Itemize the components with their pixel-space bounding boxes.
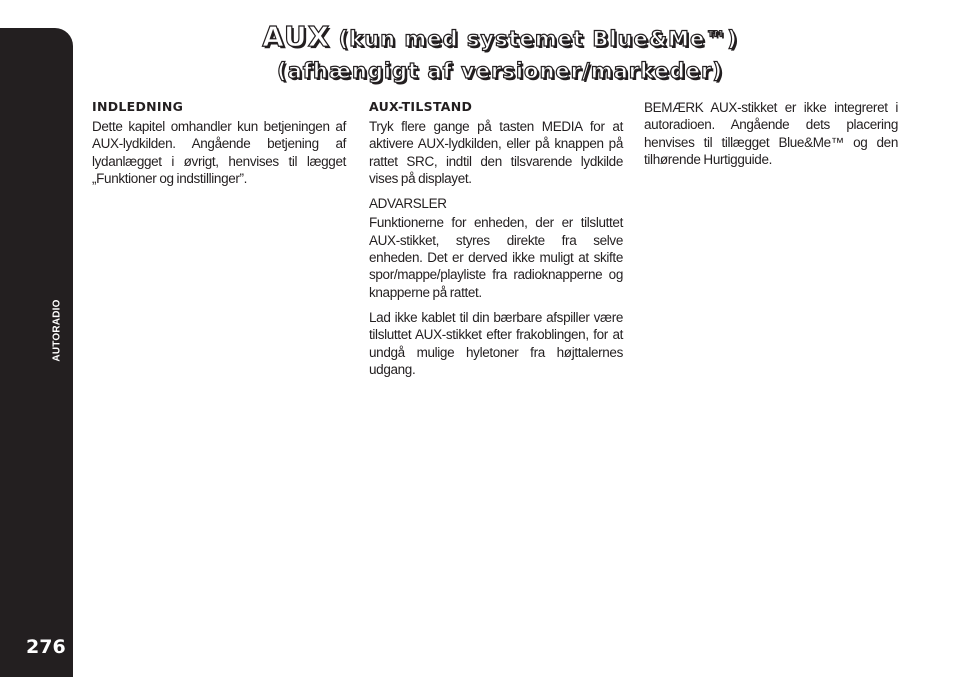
column-introduction (92, 99, 346, 195)
warning-paragraph-1: Funktionerne for enheden, der er tilsluttet AUX-stikket, styres direkte fra selve enheden. Det er derved ikke muligt at skifte spor/mappe/playliste fra radioknapperne og knapperne på rattet. (369, 215, 623, 300)
title-rest: (kun med systemet Blue&Me™) (330, 27, 738, 51)
title-line-1 (160, 22, 840, 56)
aux-mode-paragraph: Tryk flere gange på tasten MEDIA for at aktivere AUX-lydkilden, eller på knappen på rattet SRC, indtil den tilsvarende lydkilde vises på displayet. (369, 119, 623, 186)
title-line-2: (afhængigt af versioner/markeder) (277, 59, 723, 83)
note-paragraph: BEMÆRK AUX-stikket er ikke integreret i autoradioen. Angående dets placering henvises til tillægget Blue&Me™ og den tilhørende Hurtigguide. (644, 100, 898, 167)
warning-label: ADVARSLER (369, 196, 447, 212)
page-title (160, 22, 840, 86)
column-note (644, 99, 898, 176)
section-heading-aux-mode: AUX-TILSTAND (369, 99, 473, 114)
chapter-label-text: AUTORADIO (51, 298, 63, 362)
title-main: AUX (262, 20, 331, 53)
column-aux-mode (369, 99, 623, 386)
warning-paragraph-2: Lad ikke kablet til din bærbare afspiller være tilsluttet AUX-stikket efter frakoblingen, for at undgå mulige hyletoner fra højttalernes udgang. (369, 309, 623, 377)
chapter-label (50, 300, 64, 360)
page-number: 276 (26, 636, 66, 658)
introduction-paragraph: Dette kapitel omhandler kun betjeningen af AUX-lydkilden. Angående betjening af lydanlægget i øvrigt, henvises til lægget „Funktioner og indstillinger”. (92, 119, 346, 186)
section-heading-introduction: INDLEDNING (92, 99, 184, 114)
